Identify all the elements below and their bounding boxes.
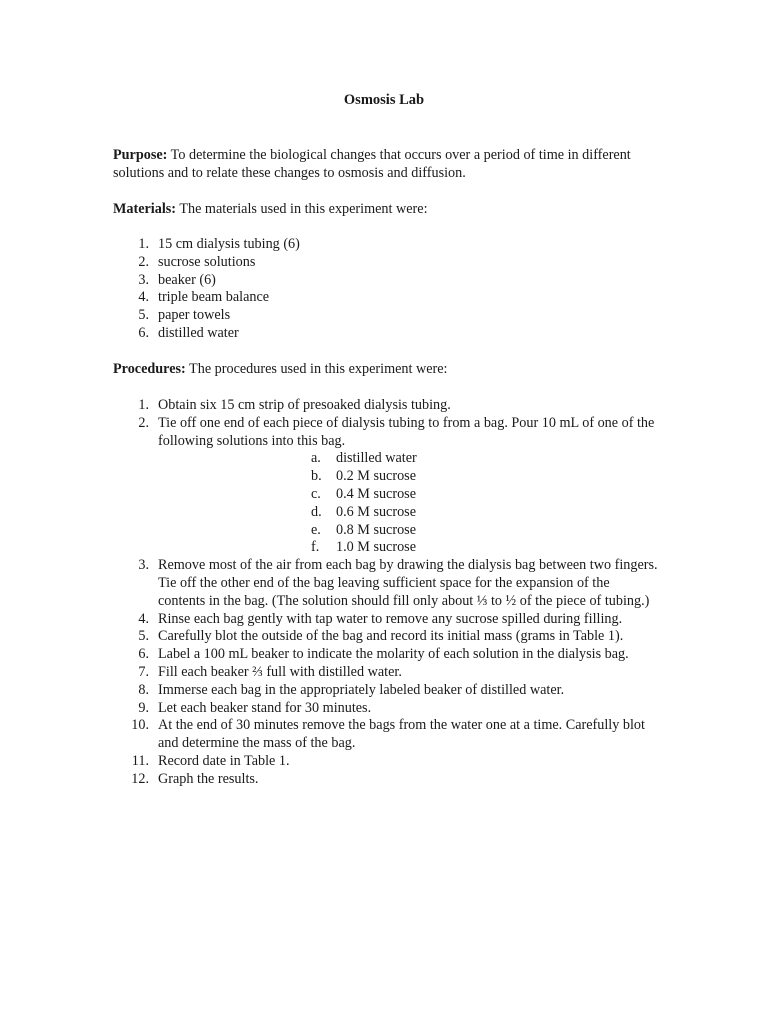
list-item: 9. Let each beaker stand for 30 minutes. [138, 699, 372, 716]
list-item: 3. beaker (6) [138, 271, 216, 288]
materials-list [113, 236, 658, 343]
list-item: 2. Tie off one end of each piece of dialysis tubing to from a bag. Pour 10 mL of one of the following solutions into this bag. a. distilled water b. 0.2 M sucrose c. 0.4 M sucrose d. 0.6 M sucrose e. 0.8 M sucrose f. 1.0 M sucrose [113, 415, 658, 557]
solution-item: b. 0.2 M sucrose [311, 468, 416, 485]
procedures-list [113, 397, 658, 789]
list-item: 4. triple beam balance [138, 289, 270, 306]
list-item: 1. 15 cm dialysis tubing (6) [138, 236, 300, 252]
list-item: 5. Carefully blot the outside of the bag and record its initial mass (grams in Table 1). [138, 628, 624, 645]
solution-item: f. 1.0 M sucrose [311, 539, 416, 556]
purpose-label: Purpose: [113, 147, 168, 163]
solutions-list [311, 450, 658, 557]
list-item: 6. Label a 100 mL beaker to indicate the molarity of each solution in the dialysis bag. [138, 646, 629, 663]
procedures-paragraph [113, 361, 658, 379]
list-item: 2. sucrose solutions [138, 253, 256, 270]
list-item: 1. Obtain six 15 cm strip of presoaked dialysis tubing. [138, 397, 451, 413]
list-item: 12. Graph the results. [131, 770, 259, 787]
list-item: 3. Remove most of the air from each bag by drawing the dialysis bag between two fingers. Tie off the other end of the bag leaving sufficient space for the expansion of the contents in the bag. (The solution should fill only about ⅓ to ½ of the piece of tubing.) [138, 557, 658, 609]
solution-item: c. 0.4 M sucrose [311, 485, 416, 502]
solution-item: d. 0.6 M sucrose [311, 503, 416, 520]
materials-label: Materials: [113, 201, 177, 217]
list-item: 6. distilled water [138, 324, 239, 341]
materials-paragraph [113, 201, 658, 219]
materials-intro: The materials used in this experiment were: [176, 201, 428, 217]
procedures-label: Procedures: [113, 361, 186, 377]
list-item: 11. Record date in Table 1. [131, 752, 290, 769]
procedures-intro: The procedures used in this experiment were: [185, 361, 448, 377]
solution-item: e. 0.8 M sucrose [311, 521, 416, 538]
page-title: Osmosis Lab [343, 92, 425, 108]
list-item: 7. Fill each beaker ⅔ full with distilled water. [138, 663, 402, 680]
solution-item: a. distilled water [311, 450, 417, 467]
purpose-paragraph [113, 147, 658, 183]
list-item: 5. paper towels [138, 307, 231, 324]
list-item: 10. At the end of 30 minutes remove the bags from the water one at a time. Carefully blot and determine the mass of the bag. [131, 717, 645, 752]
list-item: 8. Immerse each bag in the appropriately labeled beaker of distilled water. [138, 681, 565, 698]
purpose-text: To determine the biological changes that occurs over a period of time in different solutions and to relate these changes to osmosis and diffusion. [113, 147, 631, 181]
list-item: 4. Rinse each bag gently with tap water to remove any sucrose spilled during filling. [138, 610, 623, 627]
